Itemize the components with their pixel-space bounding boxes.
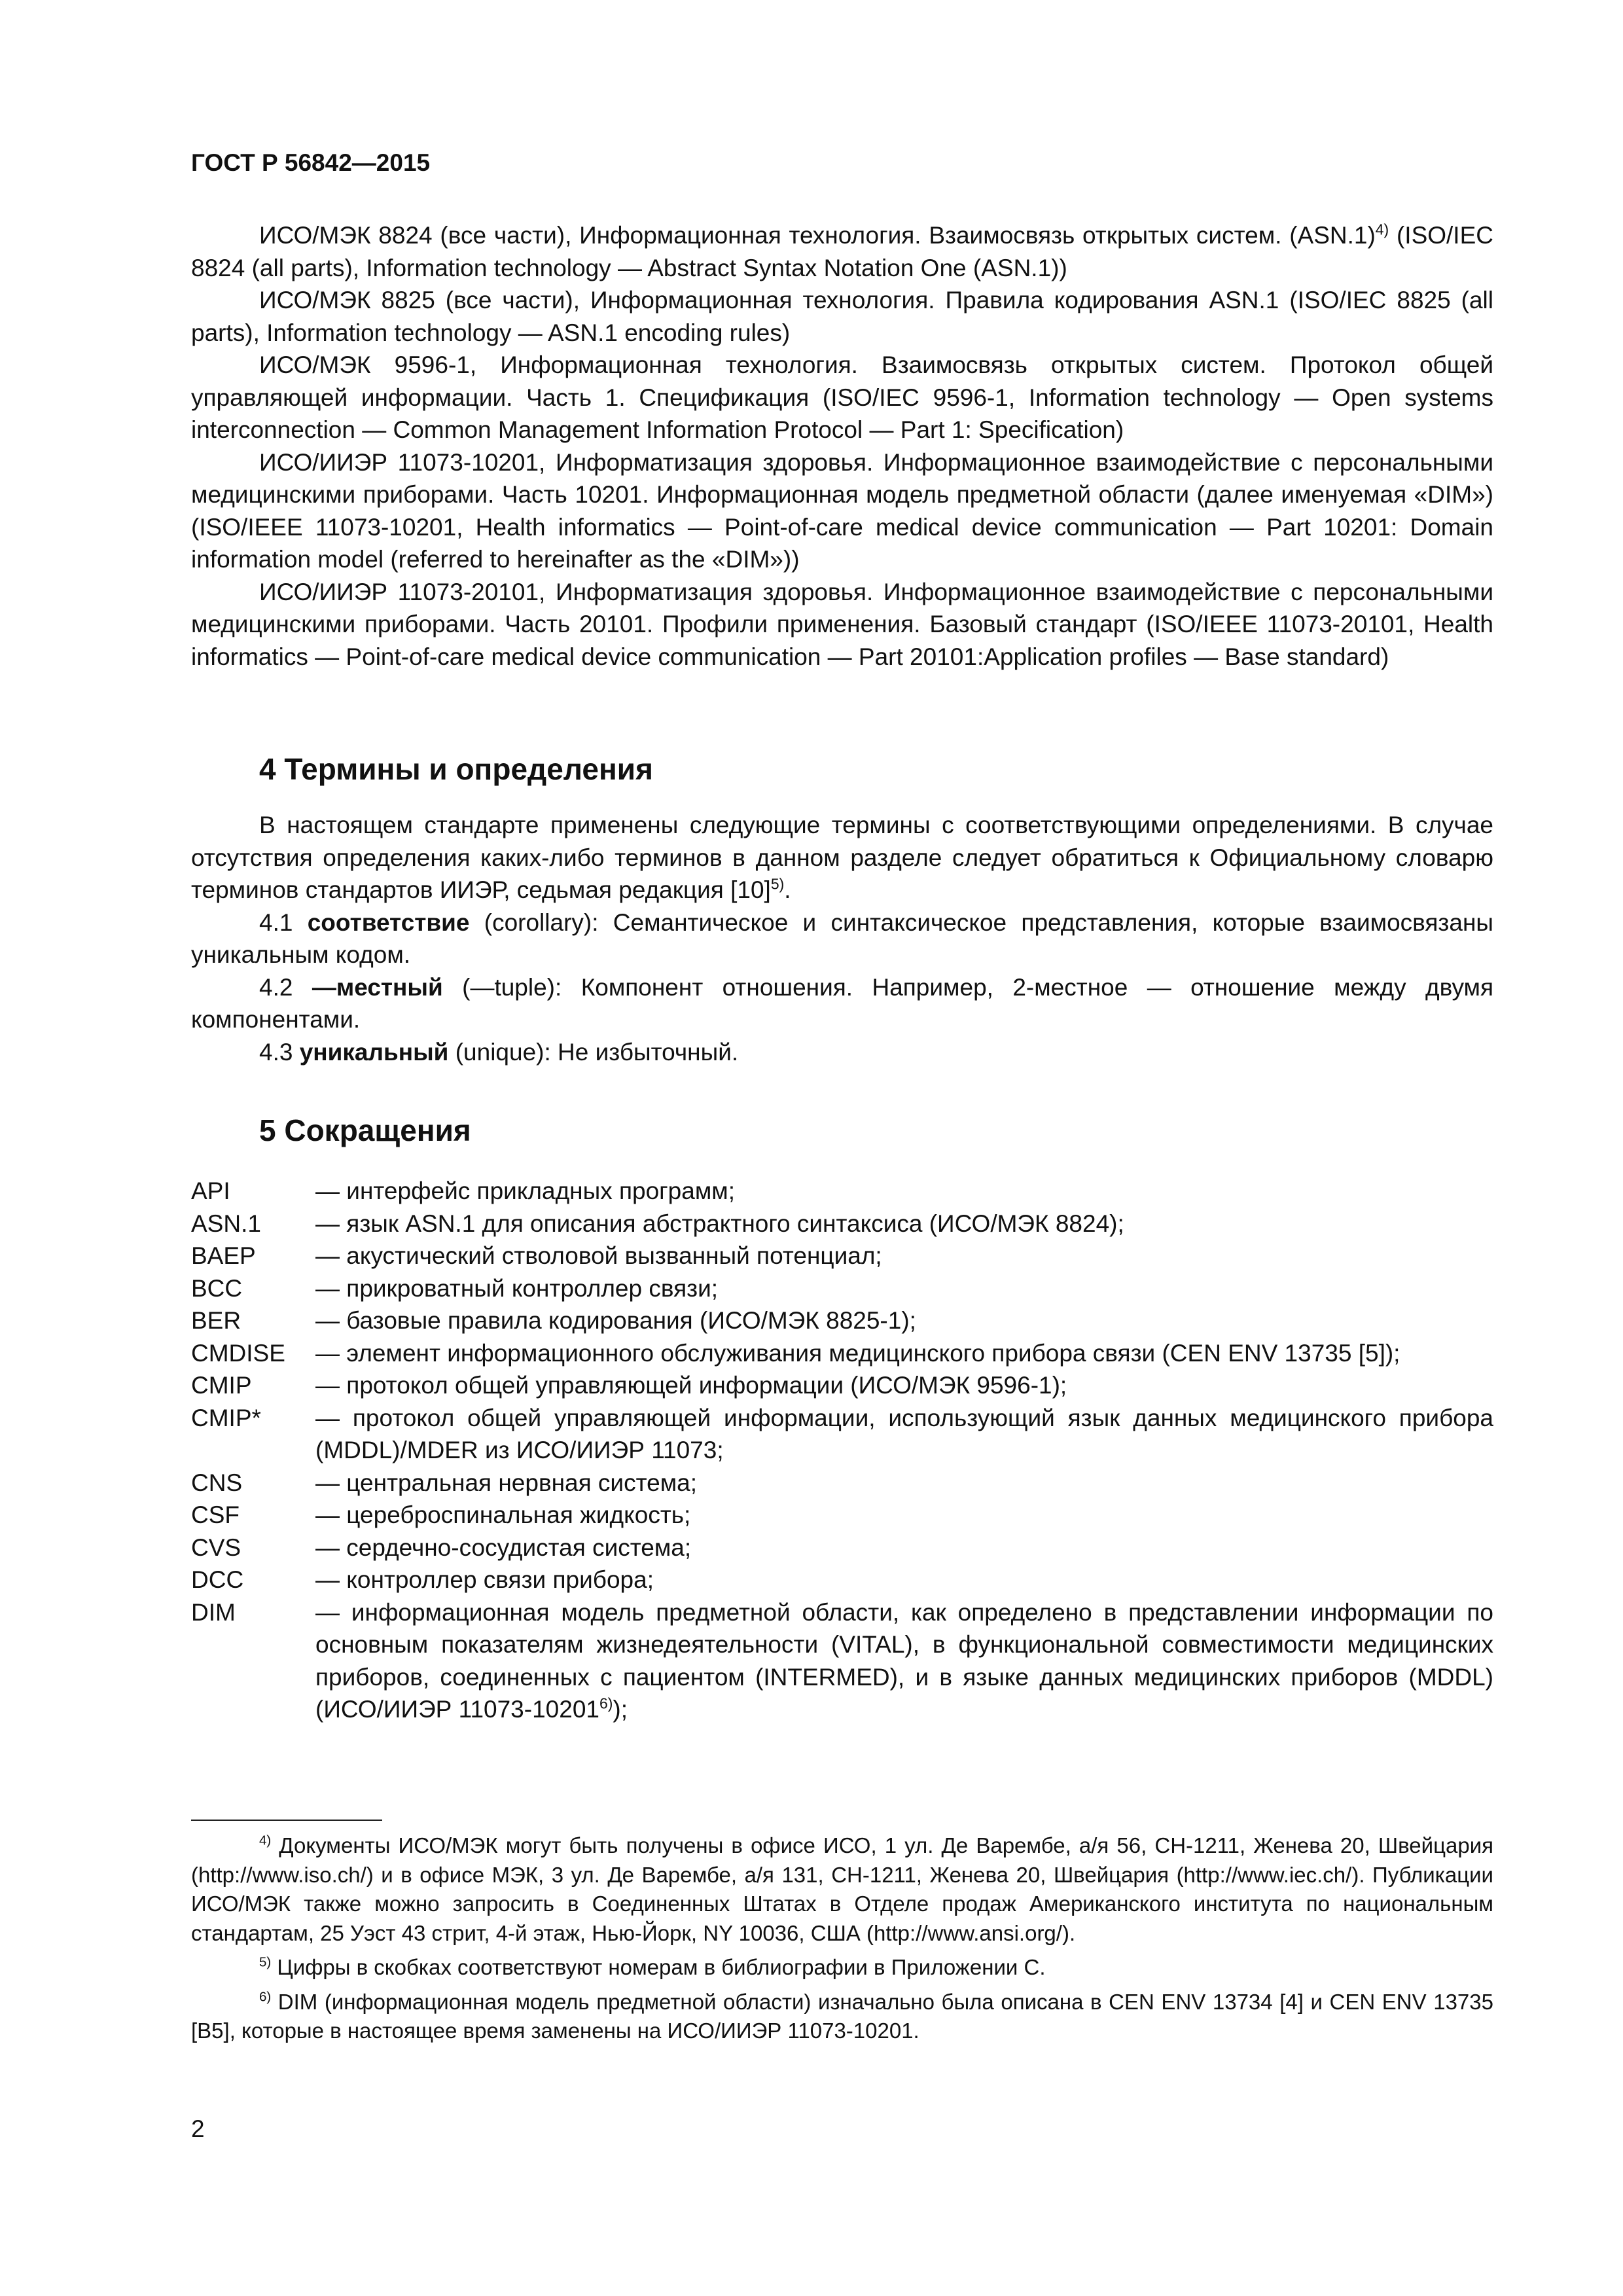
abbreviation-meaning: — элемент информационного обслуживания медицинского прибора связи (CEN ENV 13735 [5]); bbox=[315, 1339, 1400, 1367]
abbreviation-row bbox=[191, 1369, 1493, 1402]
abbreviation-row bbox=[191, 1240, 1493, 1272]
footnote-separator bbox=[191, 1820, 382, 1821]
abbreviation: CSF bbox=[191, 1501, 240, 1528]
abbreviation-row bbox=[191, 1596, 1493, 1726]
reference-text-cont: (ISO/IEC 8824 (all parts), Information technology — Abstract Syntax Notation One (ASN.1)) bbox=[191, 222, 1493, 281]
footnotes bbox=[191, 1831, 1493, 2051]
abbreviation-meaning bbox=[315, 1596, 1493, 1726]
footnote bbox=[191, 1831, 1493, 1948]
abbreviation: CVS bbox=[191, 1534, 241, 1561]
reference-item: ИСО/МЭК 9596-1, Информационная технология. Взаимосвязь открытых систем. Протокол общей управляющей информации. Часть 1. Спецификация (ISO/IEC 9596-1, Information technology — Open systems interconnection — Common Management Information Protocol — Part 1: Specification) bbox=[191, 351, 1493, 443]
abbreviation: DCC bbox=[191, 1566, 244, 1593]
document-header: ГОСТ Р 56842—2015 bbox=[191, 149, 431, 176]
reference-item: ИСО/ИИЭР 11073-20101, Информатизация здоровья. Информационное взаимодействие с персональными медицинскими приборами. Часть 20101. Профили применения. Базовый стандарт (ISO/IEEE 11073-20101, Health informatics — Point-of-care medical device communication — Part 20101:Application profiles — Base standard) bbox=[191, 578, 1493, 670]
abbreviation-meaning: — акустический стволовой вызванный потенциал; bbox=[315, 1242, 882, 1269]
abbreviation-meaning: — контроллер связи прибора; bbox=[315, 1566, 654, 1593]
intro-text: В настоящем стандарте применены следующие термины с соответствующими определениями. В случае отсутствия определения каких-либо терминов в данном разделе следует обратиться к Официальному словарю терминов стандартов ИИЭР, седьмая редакция [10] bbox=[191, 812, 1493, 903]
section-4-body bbox=[191, 809, 1493, 1068]
abbreviation-row bbox=[191, 1337, 1493, 1370]
abbreviation: DIM bbox=[191, 1598, 236, 1626]
section-5-heading: 5 Сокращения bbox=[259, 1113, 471, 1147]
section-4-intro bbox=[191, 809, 1493, 906]
footnote-mark[interactable]: 6) bbox=[599, 1695, 613, 1712]
abbreviation: CMDISE bbox=[191, 1339, 285, 1367]
abbreviation-meaning: — базовые правила кодирования (ИСО/МЭК 8825-1); bbox=[315, 1307, 916, 1334]
abbreviation-meaning-text: — информационная модель предметной области, как определено в представлении информации по основным показателям жизнедеятельности (VITAL), в функциональной совместимости медицинских приборов, соединенных с пациентом (INTERMED), и в языке данных медицинских приборов (MDDL) (ИСО/ИИЭР 11073-10201 bbox=[315, 1598, 1493, 1723]
intro-text-end: . bbox=[784, 876, 791, 903]
abbreviation: BER bbox=[191, 1307, 241, 1334]
abbreviation-row bbox=[191, 1467, 1493, 1499]
term-number: 4.2 bbox=[259, 973, 293, 1001]
term-definition bbox=[191, 906, 1493, 971]
abbreviation-row bbox=[191, 1499, 1493, 1532]
abbreviations-list bbox=[191, 1175, 1493, 1726]
abbreviation-meaning: — цереброспинальная жидкость; bbox=[315, 1501, 691, 1528]
term-number: 4.1 bbox=[259, 908, 293, 936]
reference-item bbox=[191, 219, 1493, 284]
term-name: соответствие bbox=[307, 908, 470, 936]
reference-item: ИСО/МЭК 8825 (все части), Информационная технология. Правила кодирования ASN.1 (ISO/IEC 8825 (all parts), Information technology — ASN.1 encoding rules) bbox=[191, 287, 1493, 346]
abbreviation-meaning: — прикроватный контроллер связи; bbox=[315, 1274, 719, 1302]
abbreviation: API bbox=[191, 1177, 230, 1204]
footnote-text: Документы ИСО/МЭК могут быть получены в офисе ИСО, 1 ул. Де Варембе, а/я 56, CH-1211, Женева 20, Швейцария (http://www.iso.ch/) и в офисе МЭК, 3 ул. Де Варембе, а/я 131, CH-1211, Женева 20, Швейцария (http://www.iec.ch/). Публикации ИСО/МЭК также можно запросить в Соединенных Штатах в Отделе продаж Американского института по национальным стандартам, 25 Уэст 43 стрит, 4-й этаж, Нью-Йорк, NY 10036, США (http://www.ansi.org/). bbox=[191, 1833, 1493, 1945]
footnote-mark[interactable]: 4) bbox=[1375, 221, 1389, 238]
term-name: уникальный bbox=[299, 1038, 449, 1066]
footnote-number: 5) bbox=[259, 1954, 272, 1970]
abbreviation-meaning: — центральная нервная система; bbox=[315, 1469, 698, 1496]
section-4-heading: 4 Термины и определения bbox=[259, 752, 653, 786]
term-text: (unique): Не избыточный. bbox=[448, 1038, 739, 1066]
abbreviation-row bbox=[191, 1175, 1493, 1208]
abbreviation-row bbox=[191, 1564, 1493, 1596]
footnote-number: 4) bbox=[259, 1833, 272, 1848]
term-text: (—tuple): Компонент отношения. Например, 2-местное — отношение между двумя компонентами. bbox=[191, 973, 1494, 1033]
reference-item: ИСО/ИИЭР 11073-10201, Информатизация здоровья. Информационное взаимодействие с персональными медицинскими приборами. Часть 10201. Информационная модель предметной области (далее именуемая «DIM») (ISO/IEEE 11073-10201, Health informatics — Point-of-care medical device communication — Part 10201: Domain information model (referred to hereinafter as the «DIM»)) bbox=[191, 448, 1493, 573]
normative-references bbox=[191, 219, 1493, 673]
abbreviation-meaning: — сердечно-сосудистая система; bbox=[315, 1534, 692, 1561]
footnote bbox=[191, 1953, 1493, 1982]
footnote-text: DIM (информационная модель предметной области) изначально была описана в CEN ENV 13734 [4] и CEN ENV 13735 [B5], которые в настоящее время заменены на ИСО/ИИЭР 11073-10201. bbox=[191, 1989, 1493, 2043]
abbreviation-meaning: — интерфейс прикладных программ; bbox=[315, 1177, 735, 1204]
abbreviation-row bbox=[191, 1272, 1493, 1305]
abbreviation: CMIP bbox=[191, 1372, 252, 1399]
term-definition bbox=[191, 971, 1493, 1036]
abbreviation-row bbox=[191, 1208, 1493, 1240]
footnote-text: Цифры в скобках соответствуют номерам в библиографии в Приложении C. bbox=[271, 1955, 1046, 1979]
abbreviation: CMIP* bbox=[191, 1404, 261, 1431]
abbreviation: BCC bbox=[191, 1274, 243, 1302]
abbreviation-meaning: — язык ASN.1 для описания абстрактного синтаксиса (ИСО/МЭК 8824); bbox=[315, 1210, 1124, 1237]
footnote-number: 6) bbox=[259, 1989, 272, 2005]
abbreviation-row bbox=[191, 1402, 1493, 1467]
term-number: 4.3 bbox=[259, 1038, 293, 1066]
abbreviation-meaning: — протокол общей управляющей информации (ИСО/МЭК 9596-1); bbox=[315, 1372, 1067, 1399]
term-text: (corollary): Семантическое и синтаксическое представления, которые взаимосвязаны уникальным кодом. bbox=[191, 908, 1493, 968]
footnote bbox=[191, 1988, 1493, 2046]
term-name: —местный bbox=[312, 973, 443, 1001]
footnote-mark[interactable]: 5) bbox=[770, 875, 785, 893]
reference-text: ИСО/МЭК 8824 (все части), Информационная технология. Взаимосвязь открытых систем. (ASN.1) bbox=[259, 222, 1376, 249]
term-definition bbox=[191, 1036, 1493, 1069]
abbreviation-row bbox=[191, 1304, 1493, 1337]
abbreviation: CNS bbox=[191, 1469, 243, 1496]
abbreviation-meaning: — протокол общей управляющей информации, использующий язык данных медицинского прибора (MDDL)/MDER из ИСО/ИИЭР 11073; bbox=[315, 1404, 1493, 1463]
abbreviation: BAEP bbox=[191, 1242, 256, 1269]
abbreviation: ASN.1 bbox=[191, 1210, 261, 1237]
page-number: 2 bbox=[191, 2115, 205, 2142]
abbreviation-row bbox=[191, 1532, 1493, 1564]
abbreviation-meaning-end: ); bbox=[613, 1696, 628, 1723]
